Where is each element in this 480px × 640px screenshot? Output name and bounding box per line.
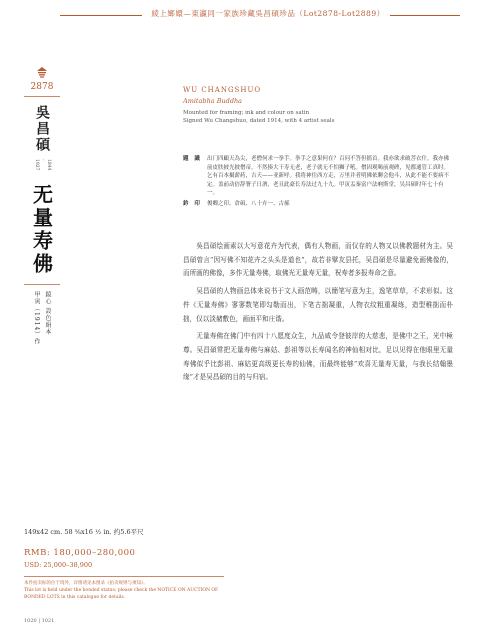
bonded-notice-cn: 本件拍卖标的位于境外，详情请见本图录《拍卖规则与须知》。 (24, 581, 148, 586)
page-numbers: 1020 | 1021 (24, 618, 55, 624)
lot-details (24, 527, 464, 601)
essay-paragraph: 无量寿佛在佛门中有四十八愿度众生，九品咸令登彼岸的大慈悲，是佛中之王，光中極尊。吴昌碩常把无量寿佛与麻姑、彭祖等以长寿闻名的神仙相对比，足以见得在他眼里无量寿佛似乎比彭祖、麻姑更高级更长寿的仙佛，而最终能够“欢喜无量寿无量，与我长结翰墨缘”才是吴昌碩的目的与归宿。 (183, 332, 453, 382)
artwork-title-cn: 无量寿佛 (29, 184, 54, 277)
header-rule-right (390, 15, 460, 16)
inscription-row (183, 155, 453, 198)
header-title: 綾上嫏嬛—東瀛同一家族珍藏吳昌碩珍品（Lot2878-Lot2889） (151, 9, 385, 18)
artist-name-cn: 吳昌碩 (34, 105, 50, 153)
inscription-label: 題 識 (183, 156, 202, 162)
bonded-notice (24, 581, 224, 601)
header (60, 8, 460, 22)
artist-death-year: 1927 (34, 159, 40, 171)
header-rule-left (60, 15, 142, 16)
artist-dates-dash: - (39, 159, 45, 161)
estimate-usd: USD: 25,000–38,900 (24, 561, 93, 569)
sidebar (24, 66, 60, 346)
bonded-notice-en: This lot is held under the bonded status; please check the NOTICE ON AUCTION OF (24, 587, 219, 593)
inscriptions (183, 155, 453, 210)
artwork-date: 甲寅（1914）作 (33, 291, 40, 346)
artwork-format: 鏡心 設色絹本 (44, 291, 51, 337)
auction-house-logo-icon (36, 66, 48, 78)
bonded-notice-en-2: BONDED LOTS in this catalogue for details. (24, 594, 126, 600)
lot-number: 2878 (30, 82, 54, 92)
signature-line: Signed Wu Changshuo, dated 1914, with 4 artist seals (183, 117, 335, 124)
artwork-meta (24, 291, 60, 345)
artist-name-en: WU CHANGSHUO (183, 86, 262, 94)
essay-paragraph: 吳昌碩绘画素以大写意花卉为代表，偶有人物画，而仅存的人物又以佛教题材为主。吴昌碩曾言“因写佛不知花卉之头头是道也”，故若非擘友县托，吴昌碩是尽量避免画佛像的，而所画的佛像，多作无量寿佛，取佛光无量寿无量，祝寿者多报寿命之意。 (183, 242, 453, 278)
seals-row (183, 200, 453, 209)
inscription-text: 出门四顧天為尖，老僧何求一拳手。拳手之意果何在？百问不答但摇首。我亦欲求破菩衣什，我亦佛前皮肤披光披僧帝。不然揍大干寿无老，老子就无不怕狮子吼。僧因观喝前观碑，见都通管工真时。乞有百本摄薪药，吉天——亚新呼。我将神往西方走，万里并者明佛依聊会他斗，从此不能不要病不定。盖前动倍辞署子日酒，老且此豪长寿法过九十九。甲寅盂秦富户法吶斯堂，吴昌碩时年七十有一。 (207, 156, 450, 197)
artist-dates (33, 159, 51, 170)
seals-text: 俊卿之印、倉碩、八十卉一、古郝 (207, 200, 290, 207)
divider (24, 96, 60, 97)
dimensions: 149x42 cm. 58 ⁵⁄₈x16 ¹⁄₂ in. 约5.6平尺 (24, 528, 144, 536)
seals-label: 鈐 印 (183, 200, 202, 207)
medium-line: Mounted for framing; ink and colour on satin (183, 110, 310, 116)
artist-birth-year: 1844 (45, 159, 51, 171)
essay-paragraph: 吴昌碩的人物画总体来说书于文人画范畴，以簡笔写意为主，逸笔草草，不求形似。这件《无量寿佛》寥寥数笔即勾勒而出，下笔古拙凝重，人物衣纹粗重凝练，造型稚拙而朴拙，仅以淡赭敷色，画面平和庄谐。 (183, 287, 453, 323)
artwork-title-en: Amitabha Buddha (183, 97, 243, 105)
artwork-info-en (183, 86, 453, 125)
catalogue-essay (183, 240, 453, 389)
divider (24, 284, 60, 285)
medium-description (183, 110, 453, 125)
estimate-rmb: RMB: 180,000–280,000 (24, 548, 136, 558)
divider (24, 576, 224, 577)
